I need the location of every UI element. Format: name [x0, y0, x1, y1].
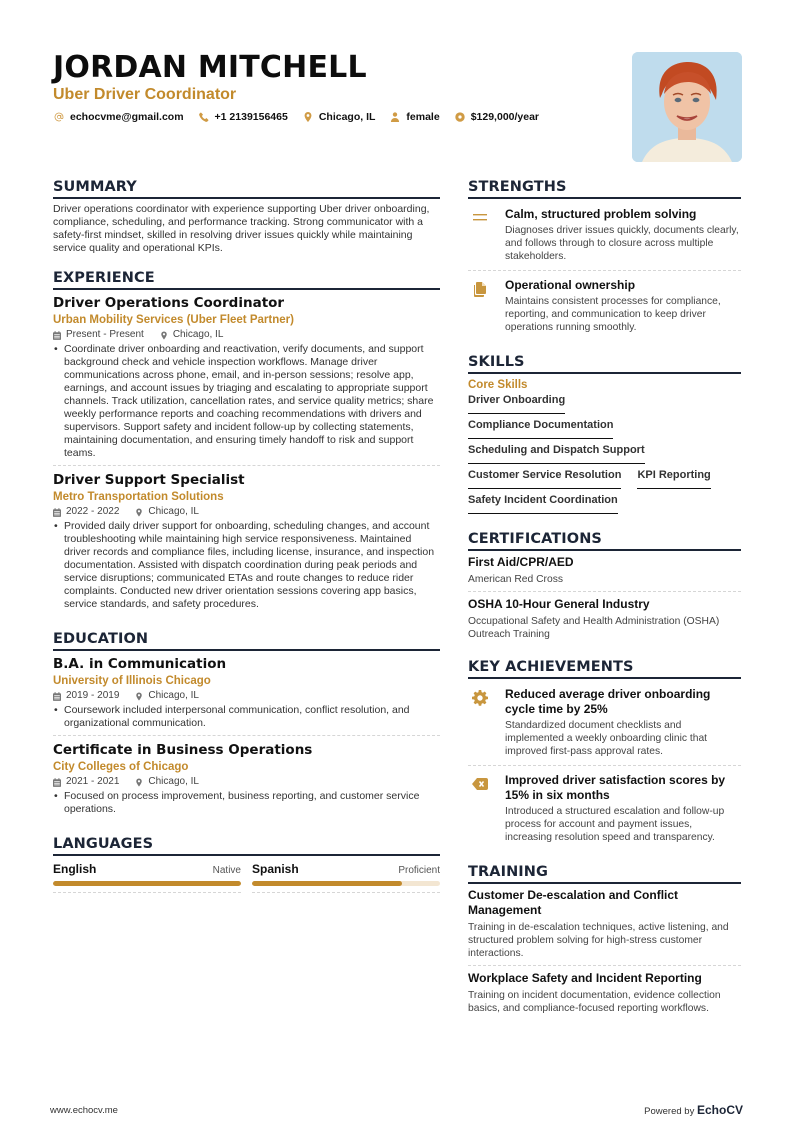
training-item: [468, 888, 741, 966]
candidate-name: JORDAN MITCHELL: [53, 50, 367, 85]
experience-company: Urban Mobility Services (Uber Fleet Partner): [53, 314, 294, 326]
education-dates-value: 2019 - 2019: [66, 690, 120, 701]
experience-entry: [53, 294, 440, 466]
experience-heading: EXPERIENCE: [53, 269, 440, 290]
experience-location: [135, 505, 199, 519]
education-section: [53, 630, 440, 821]
strength-title: Operational ownership: [505, 278, 636, 292]
skills-list: [468, 393, 741, 518]
certification-title: OSHA 10-Hour General Industry: [468, 597, 650, 611]
summary-heading: SUMMARY: [53, 178, 440, 199]
location-pin-icon: [135, 508, 143, 517]
skill-tag: Compliance Documentation: [468, 418, 613, 439]
contact-row: [53, 111, 613, 123]
skill-tag: KPI Reporting: [637, 468, 710, 489]
experience-bullet: • Coordinate driver onboarding and reactivation, verify documents, and support background check and vehicle inspection workflows. Manage driver communications across phone, email, and in-person sessions; resolve app, earnings, and account issues by triaging and escalating to appropriate support channels. Track utilization, cancellation rates, and service quality metrics; share weekly performance reports and coaching recommendations with drivers and supervisors. Support safety and incident follow-up by collecting statements, maintaining documentation, and ensuring timely handoff to risk and support teams.: [53, 343, 440, 460]
resume-header: [53, 50, 613, 123]
experience-bullets: [53, 520, 440, 611]
achievement-title: Reduced average driver onboarding cycle time by 25%: [505, 687, 711, 716]
right-column: [468, 178, 741, 1032]
language-name: English: [53, 862, 97, 876]
language-item: [53, 860, 241, 893]
education-location-value: Chicago, IL: [148, 776, 199, 787]
contact-salary: [454, 111, 539, 123]
education-meta: [53, 689, 440, 703]
certification-item: [468, 597, 741, 646]
experience-location-value: Chicago, IL: [148, 506, 199, 517]
education-dates: [53, 775, 119, 789]
language-name: Spanish: [252, 862, 299, 876]
experience-dates-value: 2022 - 2022: [66, 506, 120, 517]
education-degree: Certificate in Business Operations: [53, 742, 313, 758]
certification-item: [468, 555, 741, 592]
phone-icon: [198, 111, 210, 123]
experience-role: Driver Support Specialist: [53, 472, 245, 488]
experience-dates: [53, 328, 144, 342]
skills-section: [468, 353, 741, 518]
strength-title: Calm, structured problem solving: [505, 207, 697, 221]
balance-lines-icon: [472, 210, 488, 226]
contact-salary-value: $129,000/year: [470, 111, 540, 123]
experience-company: Metro Transportation Solutions: [53, 491, 224, 503]
contact-email-value: echocvme@gmail.com: [70, 111, 184, 123]
footer-website-link[interactable]: www.echocv.me: [50, 1105, 118, 1116]
contact-gender: [389, 111, 439, 123]
achievement-description: Introduced a structured escalation and follow-up process for account and payment issues, increasing resolution speed and transparency.: [505, 806, 725, 843]
education-bullets: [53, 790, 440, 816]
calendar-icon: [53, 692, 61, 701]
experience-role: Driver Operations Coordinator: [53, 295, 285, 311]
skill-tag: Safety Incident Coordination: [468, 493, 618, 514]
experience-meta: [53, 328, 440, 342]
skill-tag: Scheduling and Dispatch Support: [468, 443, 645, 464]
education-bullets: [53, 704, 440, 730]
experience-location-value: Chicago, IL: [172, 329, 224, 340]
skill-category: Core Skills: [468, 379, 528, 391]
achievements-heading: KEY ACHIEVEMENTS: [468, 658, 741, 679]
money-icon: [454, 111, 466, 123]
language-proficiency-fill: [53, 881, 241, 886]
certification-issuer: Occupational Safety and Health Administration (OSHA) Outreach Training: [468, 616, 720, 640]
training-title: Workplace Safety and Incident Reporting: [468, 971, 702, 985]
at-icon: [53, 111, 65, 123]
skill-tag: Customer Service Resolution: [468, 468, 621, 489]
experience-section: [53, 269, 440, 616]
education-dates-value: 2021 - 2021: [66, 776, 120, 787]
certifications-heading: CERTIFICATIONS: [468, 530, 741, 551]
person-icon: [389, 111, 401, 123]
portrait-illustration: [632, 52, 742, 162]
experience-bullet: • Provided daily driver support for onboarding, scheduling changes, and account troubleshooting while maintaining high service responsiveness. Maintained driver records and compliance files, including license, insurance, and inspection documentation. Assisted with dispatch coordination during peak periods and service disruptions; communicated ETAs and route changes to reduce rider complaints. Conducted new driver orientation sessions covering app basics, service standards, and safety procedures.: [53, 520, 440, 611]
strengths-heading: STRENGTHS: [468, 178, 741, 199]
experience-bullets: [53, 343, 440, 460]
brand-name: EchoCV: [696, 1103, 743, 1117]
strength-item: [468, 274, 741, 341]
contact-location: [302, 111, 376, 123]
achievement-description: Standardized document checklists and implemented a weekly onboarding clinic that improved first-pass approval rates.: [505, 720, 708, 757]
certifications-section: [468, 530, 741, 646]
education-entry: [53, 655, 440, 736]
certification-title: First Aid/CPR/AED: [468, 555, 574, 569]
location-pin-icon: [135, 778, 143, 787]
education-school: University of Illinois Chicago: [53, 675, 211, 687]
footer-powered-by[interactable]: [644, 1103, 743, 1117]
location-pin-icon: [302, 111, 314, 123]
calendar-icon: [53, 778, 61, 787]
languages-section: [53, 835, 440, 893]
experience-meta: [53, 505, 440, 519]
education-school: City Colleges of Chicago: [53, 761, 189, 773]
contact-gender-value: female: [406, 111, 440, 123]
language-level: Native: [212, 865, 241, 876]
education-location: [135, 775, 199, 789]
strength-description: Diagnoses driver issues quickly, documents clearly, and follows through to closure across multiple stakeholders.: [505, 225, 739, 262]
experience-dates-value: Present - Present: [66, 329, 144, 340]
language-item: [252, 860, 440, 893]
training-section: [468, 863, 741, 1020]
profile-photo: [632, 52, 742, 162]
training-item: [468, 971, 741, 1020]
achievement-title: Improved driver satisfaction scores by 15% in six months: [505, 773, 726, 802]
language-proficiency-bar: [252, 881, 440, 886]
language-level: Proficient: [398, 865, 440, 876]
achievement-item: [468, 683, 741, 766]
achievement-item: [468, 769, 741, 851]
experience-entry: [53, 471, 440, 616]
left-column: [53, 178, 440, 905]
location-pin-icon: [135, 692, 143, 701]
education-degree: B.A. in Communication: [53, 656, 227, 672]
education-heading: EDUCATION: [53, 630, 440, 651]
education-entry: [53, 741, 440, 821]
language-proficiency-bar: [53, 881, 241, 886]
training-description: Training on incident documentation, evidence collection basics, and compliance-focused reporting workflows.: [468, 990, 721, 1014]
experience-location: [160, 328, 224, 342]
location-pin-icon: [160, 331, 168, 340]
education-dates: [53, 689, 119, 703]
documents-icon: [472, 281, 488, 297]
education-bullet: • Coursework included interpersonal communication, conflict resolution, and organizational communication.: [53, 704, 440, 730]
strengths-section: [468, 178, 741, 341]
education-bullet: • Focused on process improvement, business reporting, and customer service operations.: [53, 790, 440, 816]
training-title: Customer De-escalation and Conflict Management: [468, 888, 679, 917]
achievements-section: [468, 658, 741, 851]
contact-phone[interactable]: [198, 111, 288, 123]
experience-dates: [53, 505, 119, 519]
calendar-icon: [53, 331, 61, 340]
strength-description: Maintains consistent processes for compliance, reporting, and communication to keep driver operations running smoothly.: [505, 296, 721, 333]
language-proficiency-fill: [252, 881, 402, 886]
backspace-icon: [472, 776, 488, 792]
skill-tag: Driver Onboarding: [468, 393, 565, 414]
education-location: [135, 689, 199, 703]
powered-by-label: Powered by: [644, 1106, 695, 1117]
job-title: Uber Driver Coordinator: [53, 86, 237, 103]
education-location-value: Chicago, IL: [148, 690, 199, 701]
summary-text: Driver operations coordinator with experience supporting Uber driver onboarding, compliance, scheduling, and performance tracking. Strong communicator with a safety-first mindset, skilled in resolving driver issues quickly while maintaining service quality and operational KPIs.: [53, 203, 430, 254]
strength-item: [468, 203, 741, 271]
languages-list: [53, 860, 440, 893]
calendar-icon: [53, 508, 61, 517]
summary-section: [53, 178, 440, 255]
contact-phone-value: +1 2139156465: [214, 111, 288, 123]
languages-heading: LANGUAGES: [53, 835, 440, 856]
skills-heading: SKILLS: [468, 353, 741, 374]
education-meta: [53, 775, 440, 789]
gear-icon: [472, 690, 488, 706]
certification-issuer: American Red Cross: [468, 574, 563, 585]
contact-email[interactable]: [53, 111, 184, 123]
training-heading: TRAINING: [468, 863, 741, 884]
training-description: Training in de-escalation techniques, active listening, and structured problem solving for high-stress customer interactions.: [468, 922, 729, 959]
contact-location-value: Chicago, IL: [318, 111, 376, 123]
